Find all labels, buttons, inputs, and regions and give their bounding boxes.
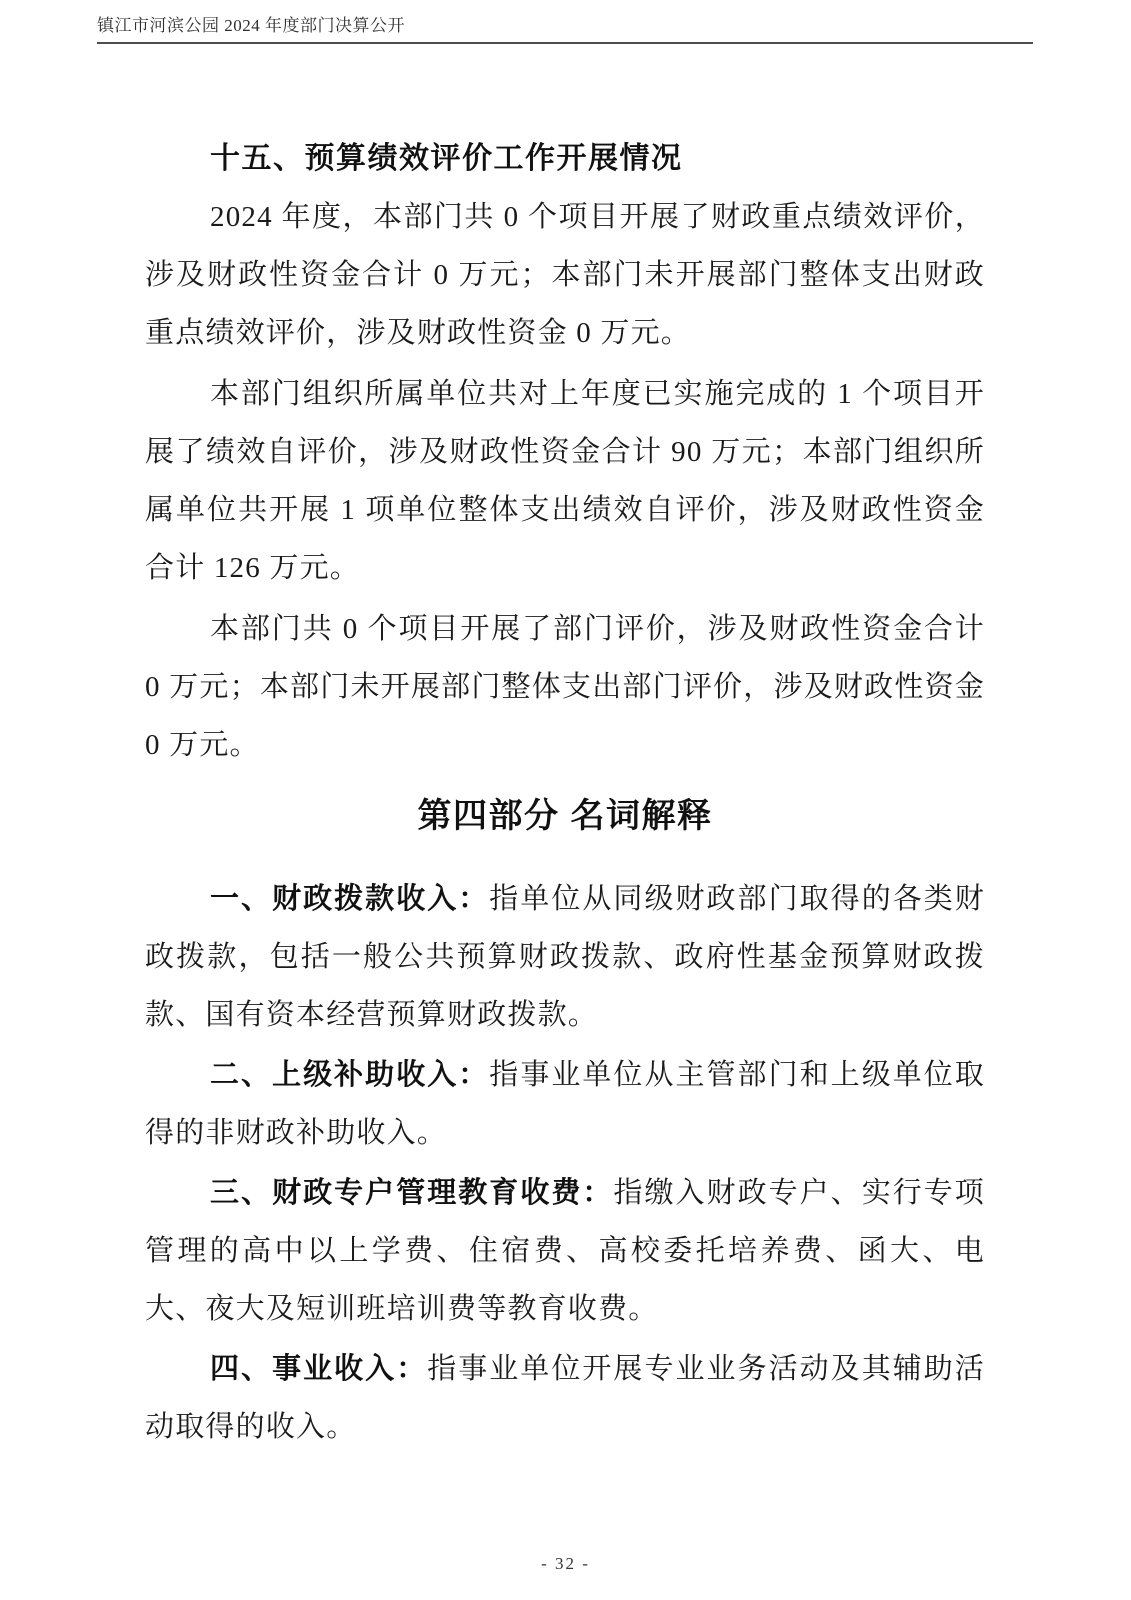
term-text: 指事业单位从主管部门和上级单位取得的非财政补助收入。: [145, 1059, 985, 1149]
term-label: 四、事业收入：: [210, 1353, 428, 1385]
term-label: 一、财政拨款收入：: [210, 883, 490, 915]
document-body: [145, 130, 985, 1456]
term-label: 二、上级补助收入：: [210, 1059, 490, 1091]
term-text: 指事业单位开展专业业务活动及其辅助活动取得的收入。: [145, 1353, 985, 1443]
term-text: 指缴入财政专户、实行专项管理的高中以上学费、住宿费、高校委托培养费、函大、电大、夜大及短训班培训费等教育收费。: [145, 1177, 985, 1325]
term-label: 三、财政专户管理教育收费：: [210, 1177, 614, 1209]
term-paragraph: [145, 1164, 985, 1338]
term-text: 指单位从同级财政部门取得的各类财政拨款，包括一般公共预算财政拨款、政府性基金预算财政拨款、国有资本经营预算财政拨款。: [145, 883, 985, 1031]
term-paragraph: [145, 1340, 985, 1456]
document-header: [97, 15, 1033, 44]
term-paragraph: [145, 1046, 985, 1162]
section-15-paragraph: 本部门共 0 个项目开展了部门评价，涉及财政性资金合计 0 万元；本部门未开展部门整体支出部门评价，涉及财政性资金 0 万元。: [145, 613, 985, 761]
part-4-heading: 第四部分 名词解释: [417, 797, 713, 835]
page-number: - 32 -: [541, 1554, 590, 1573]
section-15-heading: 十五、预算绩效评价工作开展情况: [210, 142, 683, 175]
section-15-paragraph: 本部门组织所属单位共对上年度已实施完成的 1 个项目开展了绩效自评价，涉及财政性资金合计 90 万元；本部门组织所属单位共开展 1 项单位整体支出绩效自评价，涉及财政性资金合计 126 万元。: [145, 378, 985, 584]
term-paragraph: [145, 870, 985, 1044]
section-15-paragraph: 2024 年度，本部门共 0 个项目开展了财政重点绩效评价，涉及财政性资金合计 0 万元；本部门未开展部门整体支出财政重点绩效评价，涉及财政性资金 0 万元。: [145, 201, 985, 349]
document-header-title: 镇江市河滨公园 2024 年度部门决算公开: [97, 16, 405, 35]
